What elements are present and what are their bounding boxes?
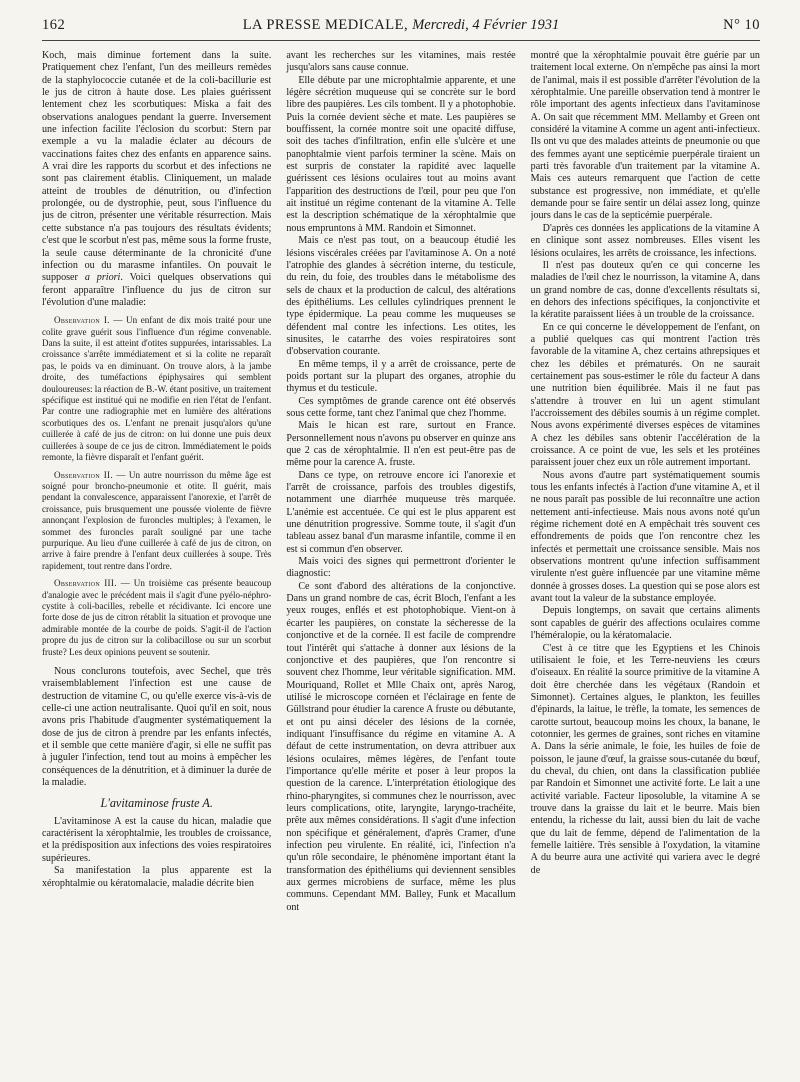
paragraph: Mais voici des signes qui permettront d'orienter le diagnostic: [286,556,516,580]
paragraph: C'est à ce titre que les Egyptiens et les Chinois utilisaient le foie, et les Terre-neuviens les cœurs d'oiseaux. En réalité la source primitive de la vitamine A doit être cherchée dans les végétaux (Randoin et Simonnet). Certaines algues, le plankton, les feuilles d'épinards, la laitue, le trèfle, la tomate, les semences de carotte surtout, beaucoup moins les choux, la banane, le cotonnier, les germes de graines, sont riches en vitamine A. Dans la série animale, le foie, les huiles de foie de poisson, le jaune d'œuf, la graisse sous-cutanée du bœuf, du cheval, du chien, ont dans la classification publiée par Randoin et Simonnet une activité forte. Le lait a une activité variable. Facteur liposoluble, la vitamine A se trouve dans la graisse du lait et le beurre. Mais bien entendu, la richesse du lait, aussi bien du lait de vache que du lait de femme, dépend de l'alimentation de la femelle laitière. Très sensible à l'oxydation, la vitamine A du beurre aura une activité qui variera avec le degré de [530,642,760,876]
paragraph [42,50,271,309]
paragraph: D'après ces données les applications de la vitamine A en clinique sont assez nombreuses. Elles visent les lésions oculaires, les arrêts de croissance, les infections. [530,222,760,259]
observation-text: — Un troisième cas présente beaucoup d'analogie avec le précédent mais il s'agit d'une pyélo-néphro-cystite à coli-bacilles, rebelle et récidivante. Ici encore une forte dose de jus de citron rétablit la situation et provoque une admirable montée de la courbe de poids. S'agit-il de l'action propre du jus de citron sur la colibacillose ou sur un scorbut fruste? Les deux opinions peuvent se soutenir. [42,578,272,657]
journal-name: LA PRESSE MEDICALE, [242,17,409,33]
observation-3 [42,578,271,658]
observation-2 [42,470,271,573]
section-title: L'avitaminose fruste A. [100,796,213,811]
page-number: 162 [42,17,66,33]
column-1 [42,50,271,1070]
page-header [42,14,760,41]
observation-text: — Un autre nourrisson du même âge est soigné pour broncho-pneumonie et otite. Il guérit, mais pendant la convalescence, apparaissent l'anorexie, et l'arrêt de croissance, puis brusquement une poussée violente de fièvre annonçant l'explosion de furoncles multiples; à l'examen, le sommet des furoncles paraît souligné par une tache purpurique. Au lieu d'une cuillerée à café de jus de citron, on arrive à faire prendre à l'enfant deux cuillerées à soupe. Très rapidement, tout rentre dans l'ordre. [42,469,272,571]
observation-text: — Un enfant de dix mois traité pour une colite grave guérit sous l'influence d'un régime convenable. Dans la suite, il est atteint d'otites suppurées, intarissables. La croissance s'arrête immédiatement et si la colite ne reparaît pas, le poids va en diminuant. On trouve alors, à la jambe droite, des tuméfactions épiphysaires qui semblent douloureuses: la réaction de B.-W. étant positive, un traitement spécifique est institué qui ne modifie en rien l'état de l'enfant. Par contre une radiographie met en lumière des altérations scorbutiques des os. L'enfant ne prenait jusqu'alors qu'une cuillerée à café de jus de citron: on lui donne une puis deux cuillerées à soupe de ce jus de citron. Immédiatement le poids remonte, la fièvre disparaît et l'enfant guérit. [42,315,272,463]
paragraph: Depuis longtemps, on savait que certains aliments sont capables de guérir des affections oculaires comme l'héméralopie, ou la kératomalacie. [530,605,760,642]
paragraph: Nous avons d'autre part systématiquement soumis tous les enfants infectés à l'action d'une vitamine A, et il ne nous paraît pas possible de lui reconnaître une action nettement anti-infectieuse. Mais nous avons noté qu'un régime richement doté en A empêchait très souvent ces effondrements de poids que l'on rencontre chez les infectés et permettait une croissance sensible. Mais nos observations montrent qu'une infection suffisamment virulente n'est guère influencée par une vitamine même donnée à grosses doses. La question qui se pose alors est avant tout la valeur de la substance employée. [530,469,760,605]
paragraph: En ce qui concerne le développement de l'enfant, on a publié quelques cas qui montrent l'action très favorable de la vitamine A, chez certains athrepsiques et chez les débiles et prématurés. On ne saurait certainement pas sous-estimer le rôle du facteur A dans une nutrition bien équilibrée. Mais il ne faut pas s'attendre à trouver en lui un agent stimulant l'accroissement des débiles soumis à un régime complet. Nous avons expérimenté diverses espèces de vitamines A chez les débiles sans obtenir l'accélération de la croissance. A ce point de vue, les sels et les protéines paraissent jouer chez eux un rôle autrement important. [530,321,760,469]
paragraph: En même temps, il y a arrêt de croissance, perte de poids portant sur la plupart des organes, atrophie du thymus et du testicule. [286,358,516,395]
paragraph: montré que la xérophtalmie pouvait être guérie par un traitement local externe. On n'empêche pas ainsi la mort de l'animal, mais il est possible d'arrêter l'évolution de la xérophtalmie. Une pareille observation tend à montrer le rôle important des agents infectieux dans l'avitaminose A. On sait que récemment MM. Mellamby et Green ont considéré la vitamine A comme un agent anti-infectieux. Ils ont vu que des malades atteints de pneumonie ou que des femmes ayant une septicémie puerpérale tiraient un parti très favorable d'un traitement par la vitamine A. Mais ces auteurs remarquent que l'action de cette substance est progressive, non immédiate, et qu'elle demande pour se faire sentir un délai assez long, quinze jours dans le cas de la septicémie puerpérale. [530,50,760,222]
paragraph: Ces symptômes de grande carence ont été observés sous cette forme, tant chez l'animal que chez l'homme. [286,395,516,419]
text: . Voici quelques observations qui feront apparaître l'influence du jus de citron sur l'évolution d'une maladie: [42,272,272,308]
paragraph: Ce sont d'abord des altérations de la conjonctive. Dans un grand nombre de cas, écrit Bloch, l'enfant a les yeux rouges, enflés et est photophobique. Vient-on à écarter les paupières, on constate la sécheresse de la conjonctive et de la cornée. Il est facile de comprendre tout l'intérêt qui s'attache à donner aux lésions de la conjonctive et des paupières, que l'on rencontre si souvent chez l'homme, leur véritable signification. MM. Mouriquand, Rollet et Mlle Chaix ont, après Narog, utilisé le microscope cornéen et l'éclairage en fente de Güllstrand pour étudier la carence A fruste ou débutante, et ont pu ainsi déceler des lésions de la cornée, indiquant l'insuffisance du régime en vitamine A. A défaut de cette instrumentation, on devra attribuer aux lésions oculaires, mêmes légères, de l'enfant toute l'importance qu'elle mérite et poser à leur propos la question de la carence. L'interprétation étiologique des rhino-pharyngites, si communes chez le nourrisson, avec leurs complications, otite, laryngite, laryngo-trachéite, prête aux mêmes considérations. Il s'agit d'une infection non spécifique et généralement, d'après Cramer, d'une infection peu virulente. En réalité, ici, l'infection n'a qu'un rôle secondaire, le phénomène important étant la transformation des épithéliums qui deviennent sensibles aux germes microbiens de surface, même les plus communs. Cependant MM. Balley, Funk et Macallum ont [286,580,516,913]
observation-label: Observation I. [54,315,110,326]
article-body [42,50,760,1070]
paragraph: L'avitaminose A est la cause du hican, maladie que caractérisent la xérophtalmie, les troubles de croissance, et la prédisposition aux infections des voies respiratoires supérieures. [42,815,272,864]
text: Koch, mais diminue fortement dans la suite. Pratiquement chez l'enfant, l'un des meilleurs remèdes de la staphylococcie cutanée et de la coli-bacillurie est le jus de citron à haute dose. Les plaies guérissent lentement chez les scorbutiques: Miska a fait des observations analogues pendant la guerre. Inversement une infection facilite l'éclosion du scorbut: Stern par exemple a vu la maladie éclater au décours de vaccinations faites chez des enfants en apparence sains. A vrai dire les rapports du scorbut et des infections ne sont pas clairement établis. Cliniquement, un malade atteint de troubles de dénutrition, ou d'infection prolongée, ou de dystrophie, peut, sous l'influence du jus de citron, présenter une véritable résurrection. Mais cette substance n'a pas toujours des résultats évidents; c'est que le scorbut n'est pas, même sous la forme fruste, la seule cause déterminante de la chronicité d'une infection ou du marasme infantiles. On pouvait le supposer [42,50,272,284]
paragraph: avant les recherches sur les vitamines, mais restée jusqu'alors sans cause connue. [286,50,516,74]
issue-date: Mercredi, 4 Février 1931 [412,17,560,33]
paragraph: Mais le hican est rare, surtout en France. Personnellement nous n'avons pu observer en quinze ans que 2 cas de xérophtalmie. Il n'en est peut-être pas de même pour la carence A. fruste. [286,420,516,469]
issue-number: N° 10 [723,17,760,33]
column-3 [531,50,760,1070]
observation-1 [42,315,271,463]
italic-text: a priori [84,272,121,284]
paragraph: Nous conclurons toutefois, avec Sechel, que très vraisemblablement l'infection est une cause de destruction de vitamine C, ou qu'elle exerce vis-à-vis de celle-ci une action neutralisante. Quoi qu'il en soit, nous avons pris l'habitude d'augmenter systématiquement la dose de jus de citron à prendre par les enfants infectés, et il semble que cette manière d'agir, si elle ne suffit pas à juguler l'infection, tend tout au moins à empêcher les conséquences de la dénutrition, et à diminuer la durée de la maladie. [42,666,272,789]
running-title [42,17,760,34]
paragraph: Sa manifestation la plus apparente est la xérophtalmie ou kératomalacie, maladie décrite bien [42,865,272,889]
paragraph: Il n'est pas douteux qu'en ce qui concerne les maladies de l'œil chez le nourrisson, la vitamine A, dans un grand nombre de cas, donne d'excellents résultats si, en dehors des infections spécifiques, la conjonctivite et la kératite paraissent liées à un trouble de la croissance. [530,259,760,321]
observation-label: Observation III. [54,578,117,589]
column-2 [286,50,515,1070]
paragraph: Elle débute par une microphtalmie apparente, et une légère sécrétion muqueuse qui se concrète sur le bord libre des paupières. Les cils tombent. Il y a photophobie. Puis la cornée devient sèche et mate. Les paupières se bouffissent, la cornée montre soit une opacité diffuse, soit des taches d'infiltration, enfin elle s'ulcère et une panophtalmie vient parfois terminer la scène. Mais on est surpris de constater la rapidité avec laquelle guérissent ces lésions oculaires tout au moins avant l'apparition des destructions de l'œil, pour peu que l'on ait institué un régime contenant de la vitamine A. Telle est la description schématique de la xérophtalmie que nous empruntons à MM. Randoin et Simonnet. [286,74,516,234]
observation-label: Observation II. [54,469,113,480]
paragraph: Dans ce type, on retrouve encore ici l'anorexie et l'arrêt de croissance, parfois des troubles digestifs, notamment une diarrhée muqueuse très marquée. L'anémie est accentuée. Ce qui est le plus apparent est une dénutrition progressive. Somme toute, il s'agit d'un tableau assez banal d'un marasme infantile, comme il en est si commun d'en observer. [286,469,516,555]
paragraph: Mais ce n'est pas tout, on a beaucoup étudié les lésions viscérales créées par l'avitaminose A. On a noté l'atrophie des glandes à sécrétion interne, du testicule, du rein, du foie, des troubles dans le métabolisme des sels de chaux et la production de calcul, des altérations des épithéliums. Les cellules cylindriques prennent le type épidermique. La peau comme les muqueuses se défendent mal contre les infections. Les otites, les sinusites, le catarrhe des voies respiratoires sont d'observation courante. [286,235,516,358]
